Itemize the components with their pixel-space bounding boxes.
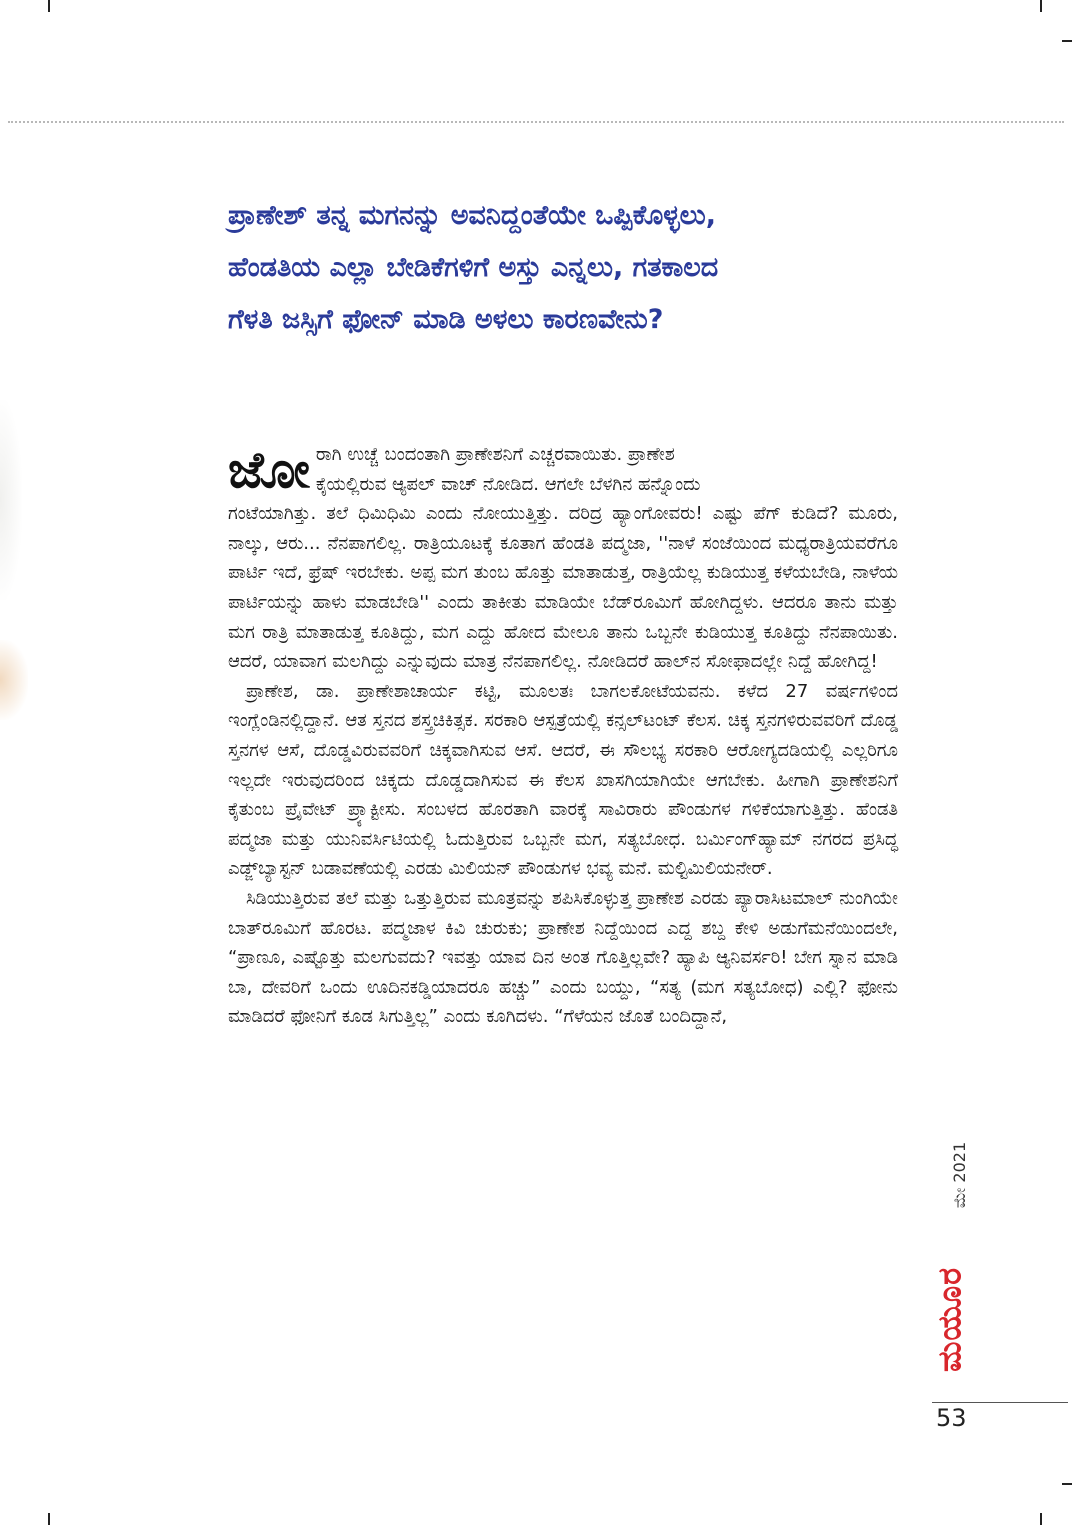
issue-date-text: ಮೇ 2021 (950, 1141, 969, 1209)
dotted-divider (8, 121, 1064, 123)
deck-line-2: ಹೆಂಡತಿಯ ಎಲ್ಲಾ ಬೇಡಿಕೆಗಳಿಗೆ ಅಸ್ತು ಎನ್ನಲು, ಗತಕಾಲದ (228, 252, 719, 283)
deck-line-3: ಗೆಳತಿ ಜಸ್ಸಿಗೆ ಫೋನ್ ಮಾಡಿ ಅಳಲು ಕಾರಣವೇನು? (228, 304, 664, 335)
article-deck (228, 190, 898, 346)
crop-mark-top-right (1040, 0, 1042, 12)
issue-date (945, 1135, 967, 1225)
magazine-logo-text: ಮಯೂರ (930, 1266, 969, 1373)
magazine-logo (930, 1240, 970, 1400)
paragraph-2: ಪ್ರಾಣೇಶ, ಡಾ. ಪ್ರಾಣೇಶಾಚಾರ್ಯ ಕಟ್ಟಿ, ಮೂಲತಃ ಬಾಗಲಕೋಟೆಯವನು. ಕಳೆದ 27 ವರ್ಷಗಳಿಂದ ಇಂಗ್ಲೆಂಡಿನಲ್ಲಿದ್ದಾನೆ. ಆತ ಸ್ತನದ ಶಸ್ತ್ರಚಿಕಿತ್ಸಕ. ಸರಕಾರಿ ಆಸ್ಪತ್ರೆಯಲ್ಲಿ ಕನ್ಸಲ್‌ಟಂಟ್ ಕೆಲಸ. ಚಿಕ್ಕ ಸ್ತನಗಳಿರುವವರಿಗೆ ದೊಡ್ಡ ಸ್ತನಗಳ ಆಸೆ, ದೊಡ್ಡವಿರುವವರಿಗೆ ಚಿಕ್ಕವಾಗಿಸುವ ಆಸೆ. ಆದರೆ, ಈ ಸೌಲಭ್ಯ ಸರಕಾರಿ ಆರೋಗ್ಯದಡಿಯಲ್ಲಿ ಎಲ್ಲರಿಗೂ ಇಲ್ಲದೇ ಇರುವುದರಿಂದ ಚಿಕ್ಕದು ದೊಡ್ಡದಾಗಿಸುವ ಈ ಕೆಲಸ ಖಾಸಗಿಯಾಗಿಯೇ ಆಗಬೇಕು. ಹೀಗಾಗಿ ಪ್ರಾಣೇಶನಿಗೆ ಕೈತುಂಬ ಪ್ರೈವೇಟ್ ಪ್ರ್ಯಾಕ್ಟೀಸು. ಸಂಬಳದ ಹೊರತಾಗಿ ವಾರಕ್ಕೆ ಸಾವಿರಾರು ಪೌಂಡುಗಳ ಗಳಿಕೆಯಾಗುತ್ತಿತ್ತು. ಹೆಂಡತಿ ಪದ್ಮಜಾ ಮತ್ತು ಯುನಿವರ್ಸಿಟಿಯಲ್ಲಿ ಓದುತ್ತಿರುವ ಒಬ್ಬನೇ ಮಗ, ಸತ್ಯಬೋಧ. ಬರ್ಮಿಂಗ್‌ಹ್ಯಾಮ್ ನಗರದ ಪ್ರಸಿದ್ಧ ಎಡ್ಜ್‌ಬ್ಯಾಸ್ಟನ್ ಬಡಾವಣೆಯಲ್ಲಿ ಎರಡು ಮಿಲಿಯನ್ ಪೌಂಡುಗಳ ಭವ್ಯ ಮನೆ. ಮಲ್ಟಿಮಿಲಿಯನೇರ್. (228, 680, 898, 880)
drop-cap: ಜೋ (228, 441, 310, 499)
paragraph-1-text: ಗಂಟೆಯಾಗಿತ್ತು. ತಲೆ ಧಿಮಿಧಿಮಿ ಎಂದು ನೋಯುತ್ತಿತ್ತು. ದರಿದ್ರ ಹ್ಯಾಂಗೋವರು! ಎಷ್ಟು ಪೆಗ್ ಕುಡಿದೆ? ಮೂರು, ನಾಲ್ಕು, ಆರು... ನೆನಪಾಗಲಿಲ್ಲ. ರಾತ್ರಿಯೂಟಕ್ಕೆ ಕೂತಾಗ ಹೆಂಡತಿ ಪದ್ಮಜಾ, ''ನಾಳೆ ಸಂಜೆಯಿಂದ ಮಧ್ಯರಾತ್ರಿಯವರೆಗೂ ಪಾರ್ಟಿ ಇದೆ, ಫ್ರೆಷ್ ಇರಬೇಕು. ಅಪ್ಪ ಮಗ ತುಂಬ ಹೊತ್ತು ಮಾತಾಡುತ್ತ, ರಾತ್ರಿಯೆಲ್ಲ ಕುಡಿಯುತ್ತ ಕಳೆಯಬೇಡಿ, ನಾಳೆಯ ಪಾರ್ಟಿಯನ್ನು ಹಾಳು ಮಾಡಬೇಡಿ'' ಎಂದು ತಾಕೀತು ಮಾಡಿಯೇ ಬೆಡ್‌ರೂಮಿಗೆ ಹೋಗಿದ್ದಳು. ಆದರೂ ತಾನು ಮತ್ತು ಮಗ ರಾತ್ರಿ ಮಾತಾಡುತ್ತ ಕೂತಿದ್ದು, ಮಗ ಎದ್ದು ಹೋದ ಮೇಲೂ ತಾನು ಒಬ್ಬನೇ ಕುಡಿಯುತ್ತ ಕೂತಿದ್ದು ನೆನಪಾಯಿತು. ಆದರೆ, ಯಾವಾಗ ಮಲಗಿದ್ದು ಎನ್ನುವುದು ಮಾತ್ರ ನೆನಪಾಗಲಿಲ್ಲ. ನೋಡಿದರೆ ಹಾಲ್‌ನ ಸೋಫಾದಲ್ಲೇ ನಿದ್ದೆ ಹೋಗಿದ್ದ! (228, 503, 898, 673)
crop-mark-right-bottom (1062, 1483, 1072, 1485)
page-number: 53 (936, 1404, 967, 1432)
paragraph-1-line-2: ಕೈಯಲ್ಲಿರುವ ಆ್ಯಪಲ್ ವಾಚ್ ನೋಡಿದ. ಆಗಲೇ ಬೆಳಗಿನ ಹನ್ನೊಂದು (315, 473, 701, 495)
crop-mark-right-top (1062, 40, 1072, 42)
page-edge-image-bleed (0, 640, 28, 720)
paragraph-1-line-1: ರಾಗಿ ಉಚ್ಚೆ ಬಂದಂತಾಗಿ ಪ್ರಾಣೇಶನಿಗೆ ಎಚ್ಚರವಾಯಿತು. ಪ್ರಾಣೇಶ (315, 444, 675, 465)
article-body (228, 440, 898, 1032)
paragraph-3: ಸಿಡಿಯುತ್ತಿರುವ ತಲೆ ಮತ್ತು ಒತ್ತುತ್ತಿರುವ ಮೂತ್ರವನ್ನು ಶಪಿಸಿಕೊಳ್ಳುತ್ತ ಪ್ರಾಣೇಶ ಎರಡು ಪ್ಯಾರಾಸಿಟಮಾಲ್ ನುಂಗಿಯೇ ಬಾತ್‌ರೂಮಿಗೆ ಹೊರಟ. ಪದ್ಮಜಾಳ ಕಿವಿ ಚುರುಕು; ಪ್ರಾಣೇಶ ನಿದ್ದೆಯಿಂದ ಎದ್ದ ಶಬ್ದ ಕೇಳಿ ಅಡುಗೆಮನೆಯಿಂದಲೇ, “ಪ್ರಾಣೂ, ಎಷ್ಟೊತ್ತು ಮಲಗುವದು? ಇವತ್ತು ಯಾವ ದಿನ ಅಂತ ಗೊತ್ತಿಲ್ಲವೇ? ಹ್ಯಾಪಿ ಆ್ಯನಿವರ್ಸರಿ! ಬೇಗ ಸ್ನಾನ ಮಾಡಿ ಬಾ, ದೇವರಿಗೆ ಒಂದು ಊದಿನಕಡ್ಡಿಯಾದರೂ ಹಚ್ಚು” ಎಂದು ಬಯ್ದು, “ಸತ್ಯ (ಮಗ ಸತ್ಯಬೋಧ) ಎಲ್ಲಿ? ಫೋನು ಮಾಡಿದರೆ ಫೋನಿಗೆ ಕೂಡ ಸಿಗುತ್ತಿಲ್ಲ” ಎಂದು ಕೂಗಿದಳು. “ಗೆಳೆಯನ ಜೊತೆ ಬಂದಿದ್ದಾನೆ, (228, 887, 898, 1028)
crop-mark-top-left (48, 0, 50, 12)
crop-mark-bottom-right (1040, 1513, 1042, 1525)
folio-rule (932, 1402, 1068, 1403)
paragraph-1 (228, 440, 898, 677)
deck-line-1: ಪ್ರಾಣೇಶ್ ತನ್ನ ಮಗನನ್ನು ಅವನಿದ್ದಂತೆಯೇ ಒಪ್ಪಿಕೊಳ್ಳಲು, (228, 200, 716, 231)
crop-mark-bottom-left (48, 1513, 50, 1525)
page-edge-shadow (0, 400, 22, 600)
